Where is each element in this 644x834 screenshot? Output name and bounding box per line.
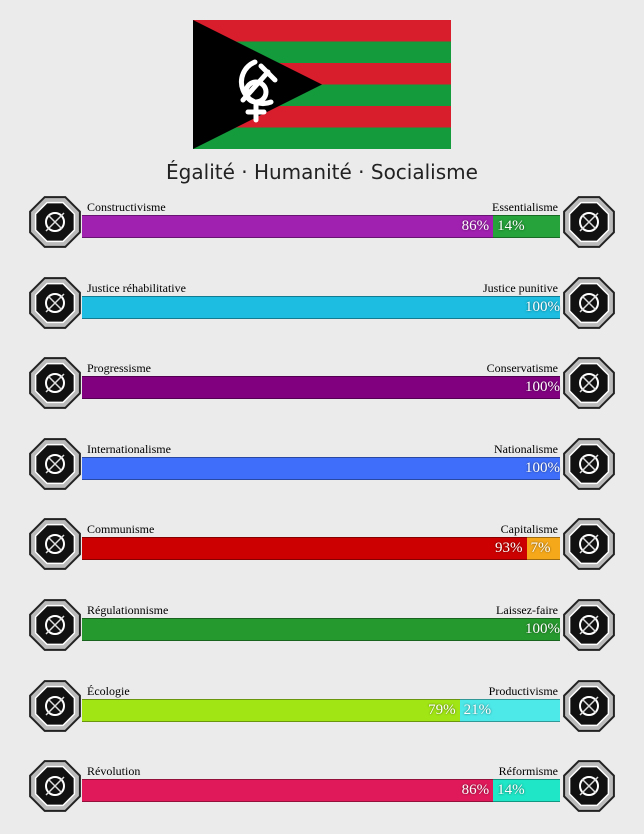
fist-icon	[26, 757, 84, 815]
ruler-icon	[26, 596, 84, 654]
tree-octagon-icon	[560, 193, 618, 251]
axis-left-percent: 93%	[495, 540, 523, 557]
axis-left-percent: 100%	[525, 459, 560, 476]
axis-row	[0, 603, 644, 673]
axis-right-percent: 21%	[463, 701, 492, 718]
axis-bar	[82, 457, 560, 480]
axis-left-percent: 100%	[525, 621, 560, 637]
axis-right-percent: 14%	[497, 218, 525, 234]
axis-bar	[82, 296, 560, 319]
axis-right-label: Productivisme	[488, 683, 558, 698]
axis-left-percent: 79%	[428, 701, 456, 718]
flag	[193, 20, 451, 149]
prison-bars-icon	[560, 274, 618, 332]
web-octagon-icon	[26, 193, 84, 251]
axis-right-label: Conservatisme	[486, 361, 558, 376]
axis-row	[0, 764, 644, 834]
axis-left-label: Justice réhabilitative	[87, 280, 186, 295]
axis-row	[0, 361, 644, 431]
axis-left-label: Progressisme	[87, 361, 151, 376]
hammer-sickle-icon	[26, 515, 84, 573]
flag-graphic	[193, 20, 451, 149]
axis-left-percent: 100%	[525, 298, 560, 315]
axis-left-percent: 100%	[525, 379, 560, 396]
axis-bar-right-segment	[493, 215, 560, 238]
bridge-icon	[560, 757, 618, 815]
axis-bar	[82, 618, 560, 641]
axis-bar	[82, 215, 560, 238]
axis-right-label: Capitalisme	[500, 522, 558, 537]
axis-bar-left-segment	[82, 376, 560, 399]
axis-row	[0, 281, 644, 351]
axis-bar-left-segment	[82, 296, 560, 319]
axis-bar-left-segment	[82, 699, 460, 722]
axis-left-label: Régulationnisme	[87, 603, 169, 617]
axis-right-label: Justice punitive	[483, 280, 558, 295]
axis-right-label: Réformisme	[498, 764, 558, 779]
flag-icon	[560, 435, 618, 493]
axis-bar	[82, 779, 560, 802]
butterflies-icon	[560, 596, 618, 654]
axis-bar	[82, 699, 560, 722]
axis-row	[0, 442, 644, 512]
axis-row	[0, 684, 644, 754]
sprout-icon	[26, 677, 84, 735]
wave-icon	[26, 354, 84, 412]
axis-bar-right-segment	[493, 779, 560, 802]
axis-right-label: Essentialisme	[492, 200, 558, 214]
axis-right-percent: 7%	[530, 540, 551, 557]
motto: Égalité · Humanité · Socialisme	[166, 160, 478, 184]
axis-right-label: Nationalisme	[494, 441, 558, 456]
quill-icon	[560, 354, 618, 412]
money-bag-icon	[560, 515, 618, 573]
axis-bar-left-segment	[82, 457, 560, 480]
axis-row	[0, 522, 644, 592]
axis-bar-right-segment	[460, 699, 560, 722]
axis-right-label: Laissez-faire	[496, 603, 558, 617]
axis-left-percent: 86%	[461, 218, 490, 234]
axis-bar-left-segment	[82, 618, 560, 641]
axis-row	[0, 200, 644, 270]
axis-left-label: Internationalisme	[87, 441, 171, 456]
globe-icon	[26, 435, 84, 493]
axis-bar	[82, 376, 560, 399]
axis-bar-left-segment	[82, 779, 493, 802]
gears-icon	[560, 677, 618, 735]
axis-bar-right-segment	[527, 537, 560, 560]
axis-left-label: Communisme	[87, 522, 155, 537]
axis-bar-left-segment	[82, 215, 493, 238]
axis-bar-left-segment	[82, 537, 527, 560]
handshake-icon	[26, 274, 84, 332]
axis-left-percent: 86%	[461, 782, 490, 799]
axis-right-percent: 14%	[497, 782, 525, 799]
axis-bar	[82, 537, 560, 560]
axis-left-label: Révolution	[87, 764, 141, 779]
axis-left-label: Constructivisme	[87, 200, 166, 214]
axis-left-label: Écologie	[87, 683, 130, 698]
